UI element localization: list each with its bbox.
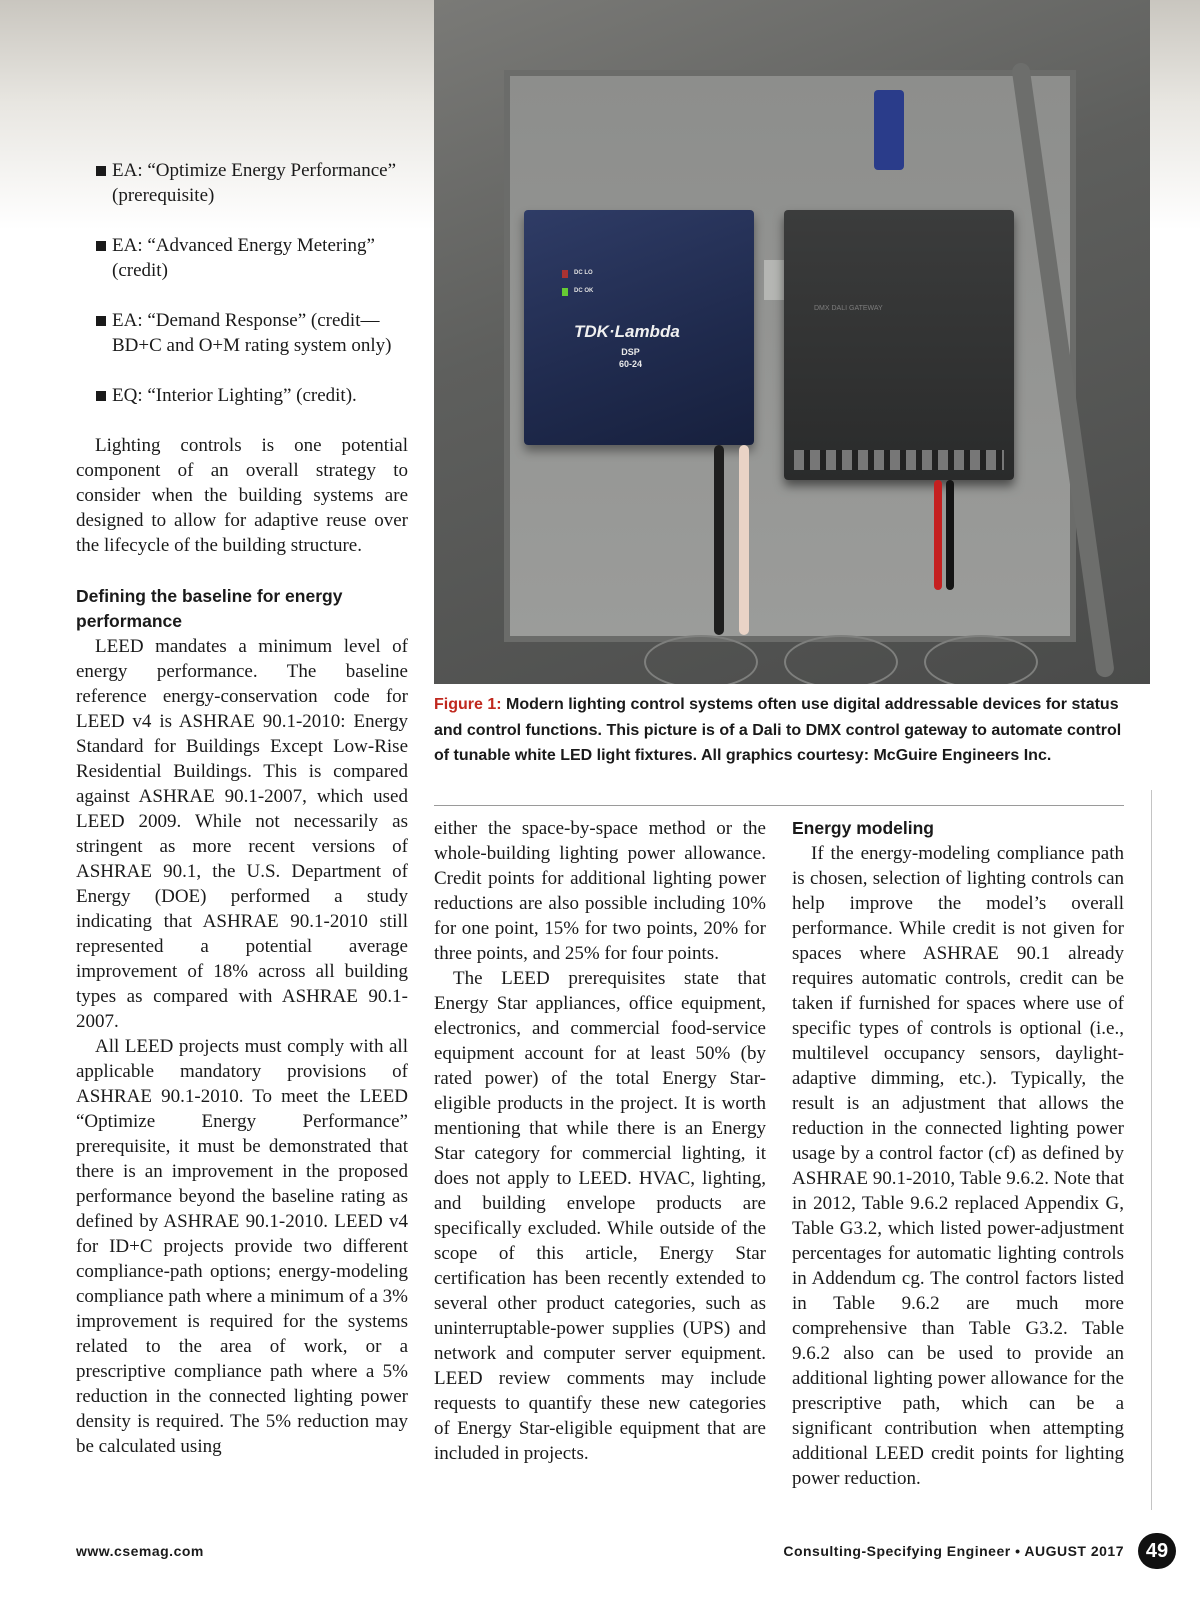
red-wire bbox=[934, 480, 942, 590]
figure-label: Figure 1: bbox=[434, 696, 502, 713]
list-item bbox=[76, 383, 408, 408]
white-wire bbox=[739, 445, 749, 635]
knockout-hole bbox=[924, 635, 1038, 684]
body-paragraph: either the space-by-space method or the whole-building lighting power allowance. Credit points for additional lighting power reductions are also possible including 10% for one point, 15% for two points, 20% for three points, and 25% for four points. bbox=[434, 818, 766, 964]
margin-rule bbox=[1151, 790, 1152, 1510]
section-heading: Defining the baseline for energy performance bbox=[76, 586, 343, 631]
lead-paragraph: Lighting controls is one potential component of an overall strategy to consider when the building systems are designed to allow for adaptive reuse over the lifecycle of the building structure. bbox=[76, 435, 408, 556]
bullet-text: EA: “Demand Response” (credit—BD+C and O+M rating system only) bbox=[112, 310, 392, 356]
knockout-hole bbox=[644, 635, 758, 684]
bullet-text: EA: “Optimize Energy Performance” (prerequisite) bbox=[112, 160, 397, 206]
square-bullet-icon bbox=[96, 316, 106, 326]
square-bullet-icon bbox=[96, 241, 106, 251]
psu-led-label: DC LO bbox=[574, 270, 593, 276]
middle-column bbox=[434, 816, 766, 1466]
page-number-badge: 49 bbox=[1138, 1533, 1176, 1569]
list-item bbox=[76, 308, 408, 358]
status-led-red bbox=[562, 270, 568, 278]
body-paragraph: The LEED prerequisites state that Energy Star appliances, office equipment, electronics, and commercial food-service equipment account for at least 50% (by rated power) of the total Energy Star-eligible products in the project. It is worth mentioning that while there is an Energy Star category for commercial lighting, it does not apply to LEED. HVAC, lighting, and building envelope products are specifically excluded. While outside of the scope of this article, Energy Star certification has been recently extended to several other product categories, such as uninterruptable-power supplies (UPS) and network and computer server equipment. LEED review comments may include requests to quantify these new categories of Energy Star-eligible equipment that are included in projects. bbox=[434, 968, 766, 1464]
psu-model bbox=[619, 346, 642, 370]
gateway-label: DMX DALI GATEWAY bbox=[814, 305, 883, 312]
list-item bbox=[76, 158, 408, 208]
caption-divider bbox=[434, 805, 1124, 806]
black-wire bbox=[714, 445, 724, 635]
section-heading: Energy modeling bbox=[792, 818, 934, 838]
footer-publication: Consulting-Specifying Engineer • AUGUST 2017 bbox=[783, 1543, 1124, 1559]
figure-caption bbox=[434, 692, 1124, 769]
power-supply-unit bbox=[524, 210, 754, 445]
list-item bbox=[76, 233, 408, 283]
body-paragraph: LEED mandates a minimum level of energy performance. The baseline reference energy-conservation code for LEED v4 is ASHRAE 90.1-2010: Energy Standard for Buildings Except Low-Rise Residential Buildings. This is compared against ASHRAE 90.1-2007, which used LEED 2009. While not necessarily as stringent as more recent versions of ASHRAE 90.1, the U.S. Department of Energy (DOE) performed a study indicating that ASHRAE 90.1-2010 still represented a potential average improvement of 18% across all building types as compared with ASHRAE 90.1-2007. bbox=[76, 636, 408, 1032]
footer-website: www.csemag.com bbox=[76, 1543, 204, 1559]
body-paragraph: All LEED projects must comply with all applicable mandatory provisions of ASHRAE 90.1-2010. To meet the LEED “Optimize Energy Performance” prerequisite, it must be demonstrated that there is an improvement in the proposed performance beyond the baseline rating as defined by ASHRAE 90.1-2010. LEED v4 for ID+C projects provide two different compliance-path options; energy-modeling compliance path where a minimum of a 3% improvement is required for the systems related to the area of work, or a prescriptive compliance path where a 5% reduction in the connected lighting power density is required. The 5% reduction may be calculated using bbox=[76, 1036, 408, 1457]
terminal-block bbox=[794, 450, 1004, 470]
right-column bbox=[792, 816, 1124, 1491]
caption-text: Modern lighting control systems often use digital addressable devices for status and control functions. This picture is of a Dali to DMX control gateway to automate control of tunable white LED light fixtures. All graphics courtesy: McGuire Engineers Inc. bbox=[434, 696, 1122, 764]
square-bullet-icon bbox=[96, 166, 106, 176]
psu-model-rating: 60-24 bbox=[619, 359, 643, 369]
psu-led-label: DC OK bbox=[574, 288, 594, 294]
figure-photo bbox=[434, 0, 1150, 684]
leed-credit-list bbox=[76, 158, 408, 408]
bullet-text: EA: “Advanced Energy Metering” (credit) bbox=[112, 235, 375, 281]
bullet-text: EQ: “Interior Lighting” (credit). bbox=[112, 385, 357, 406]
knockout-hole bbox=[784, 635, 898, 684]
psu-model-name: DSP bbox=[621, 347, 640, 357]
black-wire bbox=[946, 480, 954, 590]
ethernet-connector bbox=[874, 90, 904, 170]
left-column bbox=[76, 158, 408, 1459]
body-paragraph: If the energy-modeling compliance path is chosen, selection of lighting controls can help improve the model’s overall performance. While credit is not given for spaces where ASHRAE 90.1 already requires automatic controls, credit can be taken if furnished for spaces where use of specific types of controls is optional (i.e., multilevel occupancy sensors, daylight-adaptive dimming, etc.). Typically, the result is an adjustment that allows the reduction in the connected lighting power usage by a control factor (cf) as defined by ASHRAE 90.1-2010, Table 9.6.2. Note that in 2012, Table 9.6.2 replaced Appendix G, Table G3.2, which listed power-adjustment percentages for automatic lighting controls in Addendum cg. The control factors listed in Table 9.6.2 are much more comprehensive than Table G3.2. Table 9.6.2 also can be used to provide an additional lighting power allowance for the prescriptive path, which can be a significant contribution when attempting additional LEED credit points for lighting power reduction. bbox=[792, 843, 1124, 1489]
status-led-green bbox=[562, 288, 568, 296]
dali-dmx-gateway bbox=[784, 210, 1014, 480]
square-bullet-icon bbox=[96, 391, 106, 401]
psu-brand: TDK·Lambda bbox=[574, 322, 680, 341]
